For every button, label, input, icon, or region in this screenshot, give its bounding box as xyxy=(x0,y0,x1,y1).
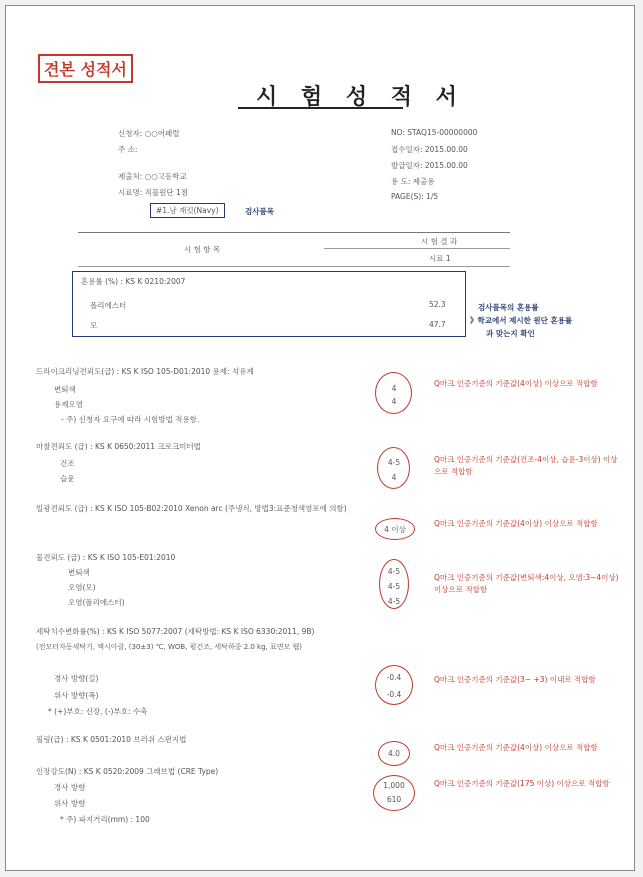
usage: 용 도: 제출용 xyxy=(391,177,435,186)
rubbing-label: 마찰견뢰도 (급) : KS K 0650:2011 크로크미터법 xyxy=(36,442,201,451)
water-row-name: 오염(모) xyxy=(68,583,96,592)
pilling-note: Q마크 인증기준의 기준값(4이상) 이상으로 적합함 xyxy=(434,743,598,752)
composition-row-name: 모 xyxy=(90,321,98,330)
rubbing-row-name: 건조 xyxy=(60,459,75,468)
composition-row-value: 47.7 xyxy=(429,320,446,329)
header-rule-mid xyxy=(324,248,510,249)
wash-note: Q마크 인증기준의 기준값(3~ +3) 이내로 적합함 xyxy=(434,675,596,684)
title-underline xyxy=(238,107,403,109)
applicant: 신청자: ○○어패럴 xyxy=(118,129,180,138)
tensile-row-value: 610 xyxy=(386,795,402,804)
rubbing-result-oval xyxy=(377,447,410,489)
received-date: 접수일자: 2015.00.00 xyxy=(391,145,468,154)
water-row-value: 4-5 xyxy=(387,567,401,576)
tensile-remark: * 주) 파지거리(mm) : 100 xyxy=(60,815,150,824)
column-sample-1: 시료 1 xyxy=(429,254,451,263)
wash-row-value: -0.4 xyxy=(386,673,402,682)
tensile-row-name: 경사 방향 xyxy=(54,783,86,792)
composition-note: 과 맞는지 확인 xyxy=(486,329,535,338)
column-test-result: 시 험 결 과 xyxy=(421,237,458,246)
lightfastness-label: 일광견뢰도 (급) : KS K ISO 105-B02:2010 Xenon arc (주냉식, 방법3:표준청색염포에 의함) xyxy=(36,504,347,513)
composition-row-name: 폴리에스터 xyxy=(90,301,127,310)
manufacturer: 제출처: ○○고등학교 xyxy=(118,172,187,181)
address: 주 소: xyxy=(118,145,138,154)
dryclean-row-value: 4 xyxy=(391,397,397,406)
lightfastness-value: 4 이상 xyxy=(384,525,406,534)
dryclean-remark: - 주) 신청자 요구에 따라 시험방법 적용함. xyxy=(61,415,200,424)
tensile-note: Q마크 인증기준의 기준값(175 이상) 이상으로 적합함 xyxy=(434,779,610,788)
wash-remark: * (+)부호: 신장, (-)부호: 수축 xyxy=(48,707,148,716)
page-title: 시 험 성 적 서 xyxy=(256,85,465,110)
pilling-label: 필링(급) : KS K 0501:2010 브러쉬 스펀지법 xyxy=(36,735,187,744)
sample-name: 시료명: 직물원단 1점 xyxy=(118,188,189,197)
lightfastness-note: Q마크 인증기준의 기준값(4이상) 이상으로 적합함 xyxy=(434,519,598,528)
water-row-value: 4-5 xyxy=(387,582,401,591)
column-test-item: 시 험 항 목 xyxy=(184,245,221,254)
composition-row-value: 52.3 xyxy=(429,300,446,309)
rubbing-row-name: 습윤 xyxy=(60,474,75,483)
wash-conditions: (전모터자동세탁기, 액시아클, (30±3) ℃, WOB, 평건조, 세탁하중 2.0 kg, 표면모 웹) xyxy=(36,643,303,651)
tensile-row-name: 위사 방향 xyxy=(54,799,86,808)
composition-label: 혼용률 (%) : KS K 0210:2007 xyxy=(81,277,186,286)
report-number: NO: STAQ15-00000000 xyxy=(391,128,478,137)
composition-note: 》학교에서 제시한 원단 혼용률 xyxy=(470,316,573,325)
rubbing-row-value: 4-5 xyxy=(387,458,401,467)
wash-result-oval xyxy=(375,665,413,705)
water-row-name: 변퇴색 xyxy=(68,568,90,577)
dryclean-row-value: 4 xyxy=(391,384,397,393)
wash-row-name: 위사 방향(폭) xyxy=(54,691,99,700)
composition-note: 검사품목의 혼용률 xyxy=(478,303,539,312)
dryclean-label: 드라이크리닝견뢰도(급) : KS K ISO 105-D01:2010 용제: 석유계 xyxy=(36,367,254,376)
dryclean-row-name: 용제오염 xyxy=(54,400,83,409)
dryclean-note: Q마크 인증기준의 기준값(4이상) 이상으로 적합함 xyxy=(434,379,598,388)
page-count: PAGE(S): 1/5 xyxy=(391,192,439,201)
issued-date: 발급일자: 2015.00.00 xyxy=(391,161,468,170)
wash-row-name: 경사 방향(길) xyxy=(54,674,99,683)
water-fastness-label: 물견뢰도 (급) : KS K ISO 105-E01:2010 xyxy=(36,553,176,562)
wash-row-value: -0.4 xyxy=(386,690,402,699)
water-note: Q마크 인증기준의 기준값(변퇴색:4이상, 오염:3~4이상) 이상으로 적합함 xyxy=(434,573,619,594)
test-report-sheet xyxy=(5,5,635,871)
wash-shrinkage-label: 세탁치수변화률(%) : KS K ISO 5077:2007 (세탁방법: KS K ISO 6330:2011, 9B) xyxy=(36,627,315,636)
dryclean-result-oval xyxy=(375,372,412,414)
tensile-label: 인장강도(N) : KS K 0520:2009 그래브법 (CRE Type) xyxy=(36,767,219,776)
header-rule-top xyxy=(78,232,510,233)
water-row-value: 4-5 xyxy=(387,597,401,606)
water-row-name: 오염(폴리에스터) xyxy=(68,598,125,607)
pilling-value: 4.0 xyxy=(388,749,400,758)
rubbing-row-value: 4 xyxy=(391,473,397,482)
header-rule-bottom xyxy=(78,266,510,267)
sample-report-stamp: 견본 성적서 xyxy=(38,54,133,83)
rubbing-note: Q마크 인증기준의 기준값(건조-4이상, 습윤-3이상) 이상으로 적합함 xyxy=(434,455,618,476)
tensile-row-value: 1,000 xyxy=(383,781,405,790)
sample-id-box: #1.남 재킷(Navy) xyxy=(150,203,225,218)
dryclean-row-name: 변퇴색 xyxy=(54,385,76,394)
inspection-item-label: 검사품목 xyxy=(245,207,274,216)
